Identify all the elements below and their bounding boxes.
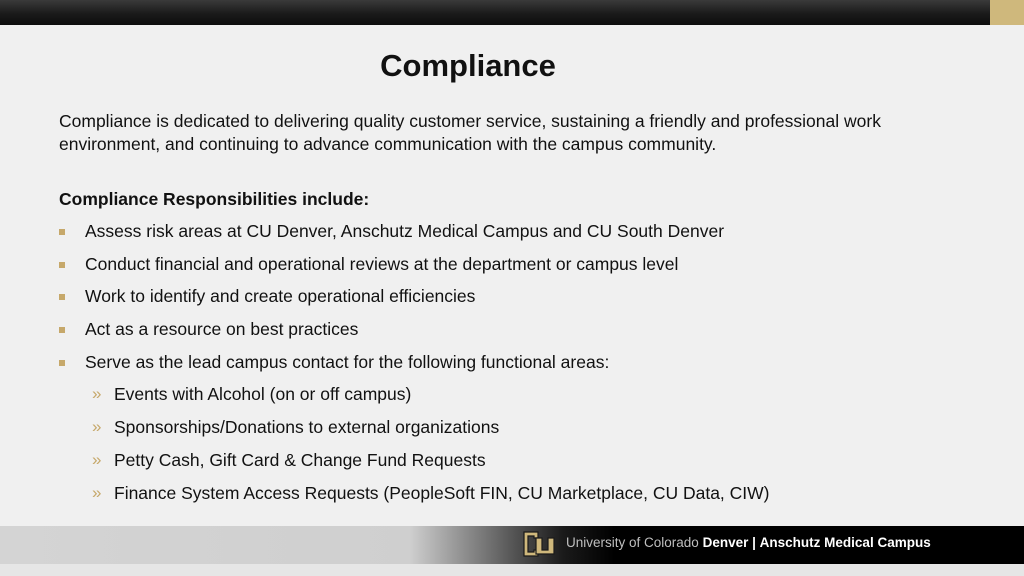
chevron-double-right-icon: » bbox=[92, 417, 102, 437]
university-name: University of Colorado bbox=[566, 535, 699, 550]
intro-paragraph: Compliance is dedicated to delivering quality customer service, sustaining a friendly and professional work environment, and continuing to advance communication with the campus community. bbox=[59, 111, 881, 154]
list-item-text: Serve as the lead campus contact for the following functional areas: bbox=[85, 351, 610, 372]
cu-logo-icon bbox=[520, 528, 556, 562]
sub-list-item bbox=[59, 384, 770, 417]
page-title: Compliance bbox=[380, 48, 556, 83]
footer-branding bbox=[566, 535, 931, 550]
gold-accent-block bbox=[990, 0, 1024, 25]
square-bullet-icon bbox=[59, 327, 65, 333]
responsibilities-heading: Compliance Responsibilities include: bbox=[59, 189, 370, 209]
sub-list-item-text: Petty Cash, Gift Card & Change Fund Requests bbox=[114, 449, 486, 470]
campus-denver: Denver bbox=[702, 535, 749, 550]
list-item-text: Work to identify and create operational efficiencies bbox=[85, 286, 476, 307]
top-bar bbox=[0, 0, 1024, 25]
list-item bbox=[59, 254, 770, 287]
chevron-double-right-icon: » bbox=[92, 449, 102, 469]
footer-separator: | bbox=[752, 535, 756, 550]
square-bullet-icon bbox=[59, 229, 65, 235]
responsibilities-list bbox=[59, 221, 770, 515]
list-item-text: Assess risk areas at CU Denver, Anschutz Medical Campus and CU South Denver bbox=[85, 221, 725, 241]
sub-list-item bbox=[59, 417, 770, 450]
list-item bbox=[59, 286, 770, 319]
square-bullet-icon bbox=[59, 360, 65, 366]
list-item bbox=[59, 352, 770, 385]
square-bullet-icon bbox=[59, 262, 65, 268]
list-item bbox=[59, 221, 770, 254]
sub-list-item-text: Events with Alcohol (on or off campus) bbox=[114, 384, 412, 405]
sub-list-item-text: Sponsorships/Donations to external organizations bbox=[114, 417, 500, 438]
campus-anschutz: Anschutz Medical Campus bbox=[759, 535, 931, 550]
footer-bottom-strip bbox=[0, 564, 1024, 576]
list-item-text: Conduct financial and operational reviews at the department or campus level bbox=[85, 253, 679, 274]
list-item-text: Act as a resource on best practices bbox=[85, 319, 359, 340]
square-bullet-icon bbox=[59, 294, 65, 300]
chevron-double-right-icon: » bbox=[92, 482, 102, 502]
sub-list-item bbox=[59, 450, 770, 483]
sub-list-item-text: Finance System Access Requests (PeopleSoft FIN, CU Marketplace, CU Data, CIW) bbox=[114, 482, 770, 503]
sub-list-item bbox=[59, 483, 770, 516]
list-item bbox=[59, 319, 770, 352]
chevron-double-right-icon: » bbox=[92, 384, 102, 404]
